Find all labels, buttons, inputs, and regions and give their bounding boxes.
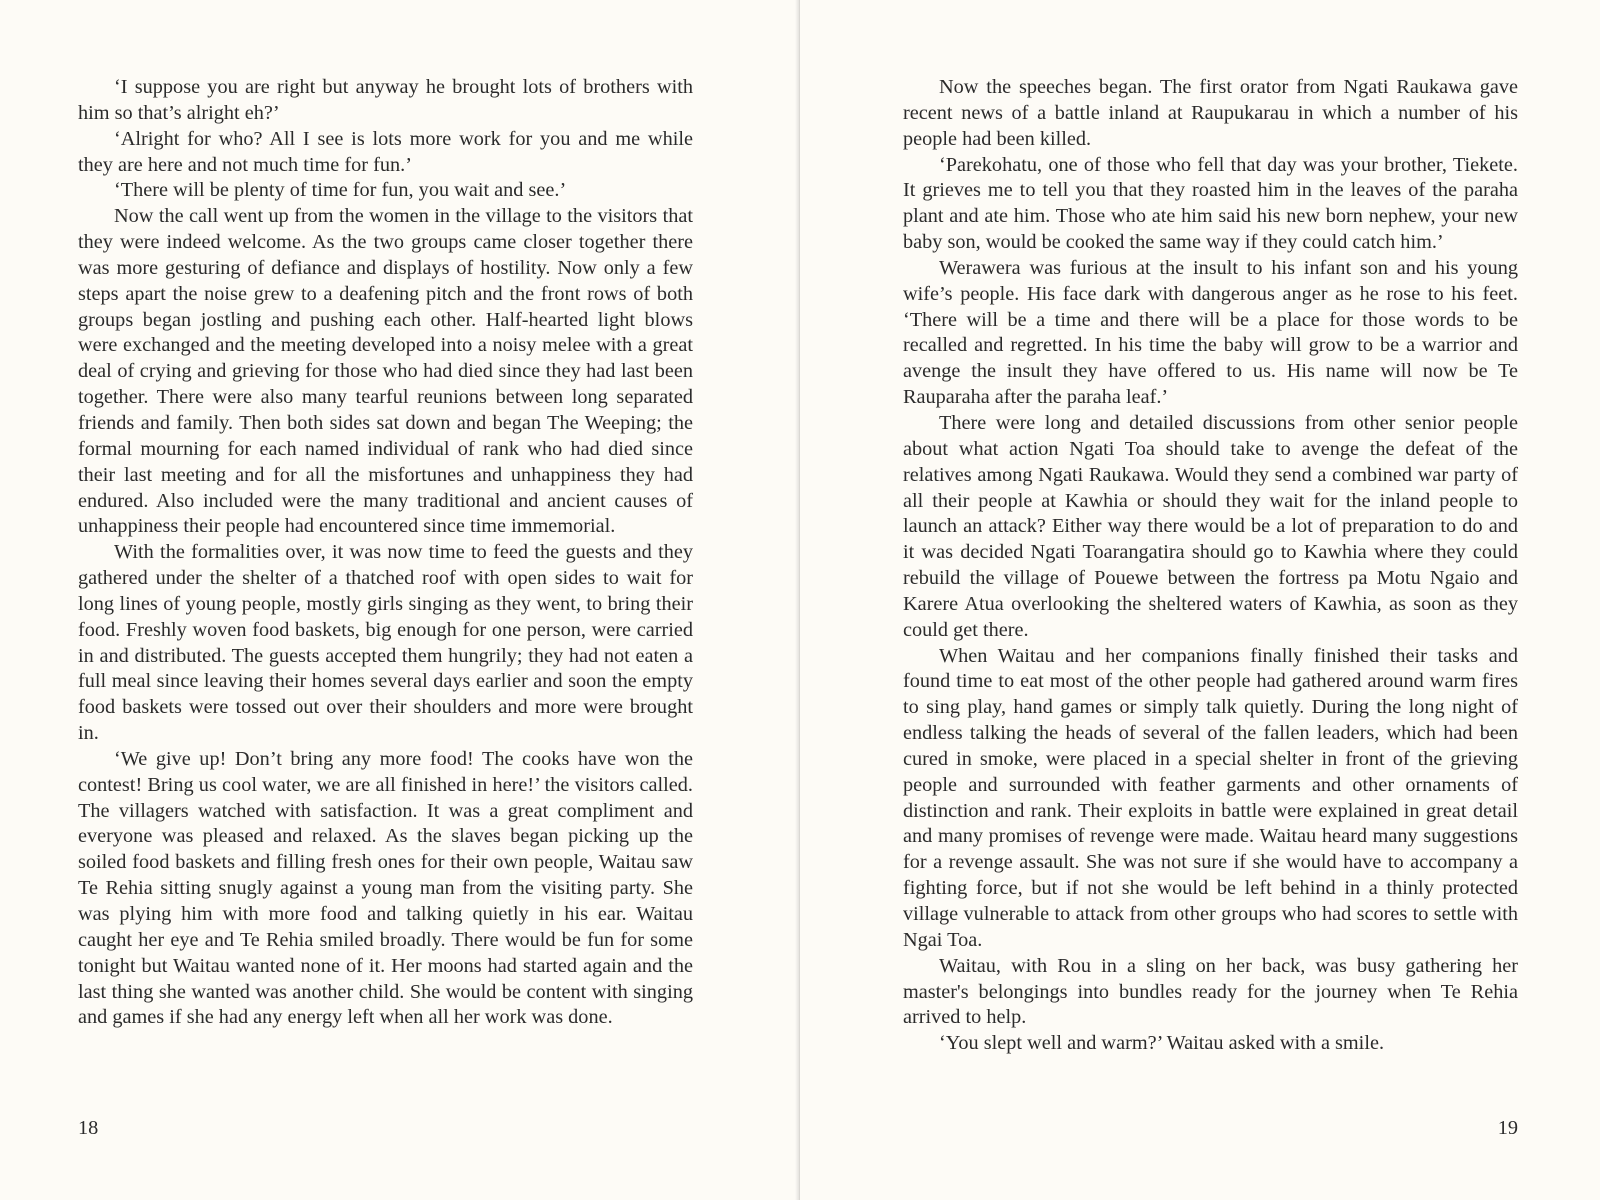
paragraph: ‘Alright for who? All I see is lots more work for you and me while they are here and not much time for fun.’ [78, 127, 693, 176]
paragraph: ‘You slept well and warm?’ Waitau asked with a smile. [939, 1032, 1385, 1055]
paragraph: When Waitau and her companions finally finished their tasks and found time to eat most of the other people had gathered around warm fires to sing play, hand games or simply talk quietly. During the long night of endless talking the heads of several of the fallen leaders, which had been cured in smoke, were placed in a special shelter in front of the grieving people and surrounded with feather garments and other ornaments of distinction and rank. Their exploits in battle were explained in great detail and many promises of revenge were made. Waitau heard many suggestions for a revenge assault. She was not sure if she would have to accompany a fighting force, but if not she would be left behind in a thinly protected village vulnerable to attack from other groups who had scores to settle with Ngai Toa. [903, 644, 1518, 951]
right-page-text [903, 75, 1518, 1057]
left-page-text [78, 75, 693, 1031]
paragraph: ‘There will be plenty of time for fun, you wait and see.’ [114, 179, 567, 202]
paragraph: Now the speeches began. The first orator from Ngati Raukawa gave recent news of a battle inland at Raupukarau in which a number of his people had been killed. [903, 76, 1518, 150]
right-page [800, 0, 1600, 1200]
paragraph: ‘We give up! Don’t bring any more food! The cooks have won the contest! Bring us cool water, we are all finished in here!’ the visitors called. The villagers watched with satisfaction. It was a great compliment and everyone was pleased and relaxed. As the slaves began picking up the soiled food baskets and filling fresh ones for their own people, Waitau saw Te Rehia sitting snugly against a young man from the visiting party. She was plying him with more food and talking quietly in his ear. Waitau caught her eye and Te Rehia smiled broadly. There would be fun for some tonight but Waitau wanted none of it. Her moons had started again and the last thing she wanted was another child. She would be content with singing and games if she had any energy left when all her work was done. [78, 747, 693, 1029]
paragraph: Now the call went up from the women in the village to the visitors that they were indeed welcome. As the two groups came closer together there was more gesturing of defiance and displays of hostility. Now only a few steps apart the noise grew to a deafening pitch and the front rows of both groups began jostling and pushing each other. Half-hearted light blows were exchanged and the meeting developed into a noisy melee with a great deal of crying and grieving for those who had died since they had last been together. There were also many tearful reunions between long separated friends and family. Then both sides sat down and began The Weeping; the formal mourning for each named individual of rank who had died since their last meeting and for all the misfortunes and unhappiness they had endured. Also included were the many traditional and ancient causes of unhappiness their people had encountered since time immemorial. [78, 205, 693, 538]
paragraph: There were long and detailed discussions from other senior people about what action Ngati Toa should take to avenge the defeat of the relatives among Ngati Raukawa. Would they send a combined war party of all their people at Kawhia or should they wait for the inland people to launch an attack? Either way there would be a lot of preparation to do and it was decided Ngati Toarangatira should go to Kawhia where they could rebuild the village of Pouewe between the fortress pa Motu Ngaio and Karere Atua overlooking the sheltered waters of Kawhia, as soon as they could get there. [903, 411, 1518, 641]
paragraph: ‘Parekohatu, one of those who fell that day was your brother, Tiekete. It grieves me to tell you that they roasted him in the leaves of the paraha plant and ate him. Those who ate him said his new born nephew, your new baby son, would be cooked the same way if they could catch him.’ [903, 153, 1518, 254]
paragraph: Werawera was furious at the insult to his infant son and his young wife’s people. His face dark with dangerous anger as he rose to his feet. ‘There will be a time and there will be a place for those words to be recalled and regretted. In his time the baby will grow to be a warrior and avenge the insult they have offered to us. His name will now be Te Rauparaha after the paraha leaf.’ [903, 256, 1518, 409]
paragraph: With the formalities over, it was now time to feed the guests and they gathered under the shelter of a thatched roof with open sides to wait for long lines of young people, mostly girls singing as they went, to bring their food. Freshly woven food baskets, big enough for one person, were carried in and distributed. The guests accepted them hungrily; they had not eaten a full meal since leaving their homes several days earlier and soon the empty food baskets were tossed out over their shoulders and more were brought in. [78, 541, 693, 745]
page-number-left: 18 [78, 1117, 99, 1139]
paragraph: Waitau, with Rou in a sling on her back, was busy gathering her master's belongings into bundles ready for the journey when Te Rehia arrived to help. [903, 954, 1518, 1029]
paragraph: ‘I suppose you are right but anyway he brought lots of brothers with him so that’s alright eh?’ [78, 76, 693, 124]
page-number-right: 19 [1497, 1117, 1518, 1139]
